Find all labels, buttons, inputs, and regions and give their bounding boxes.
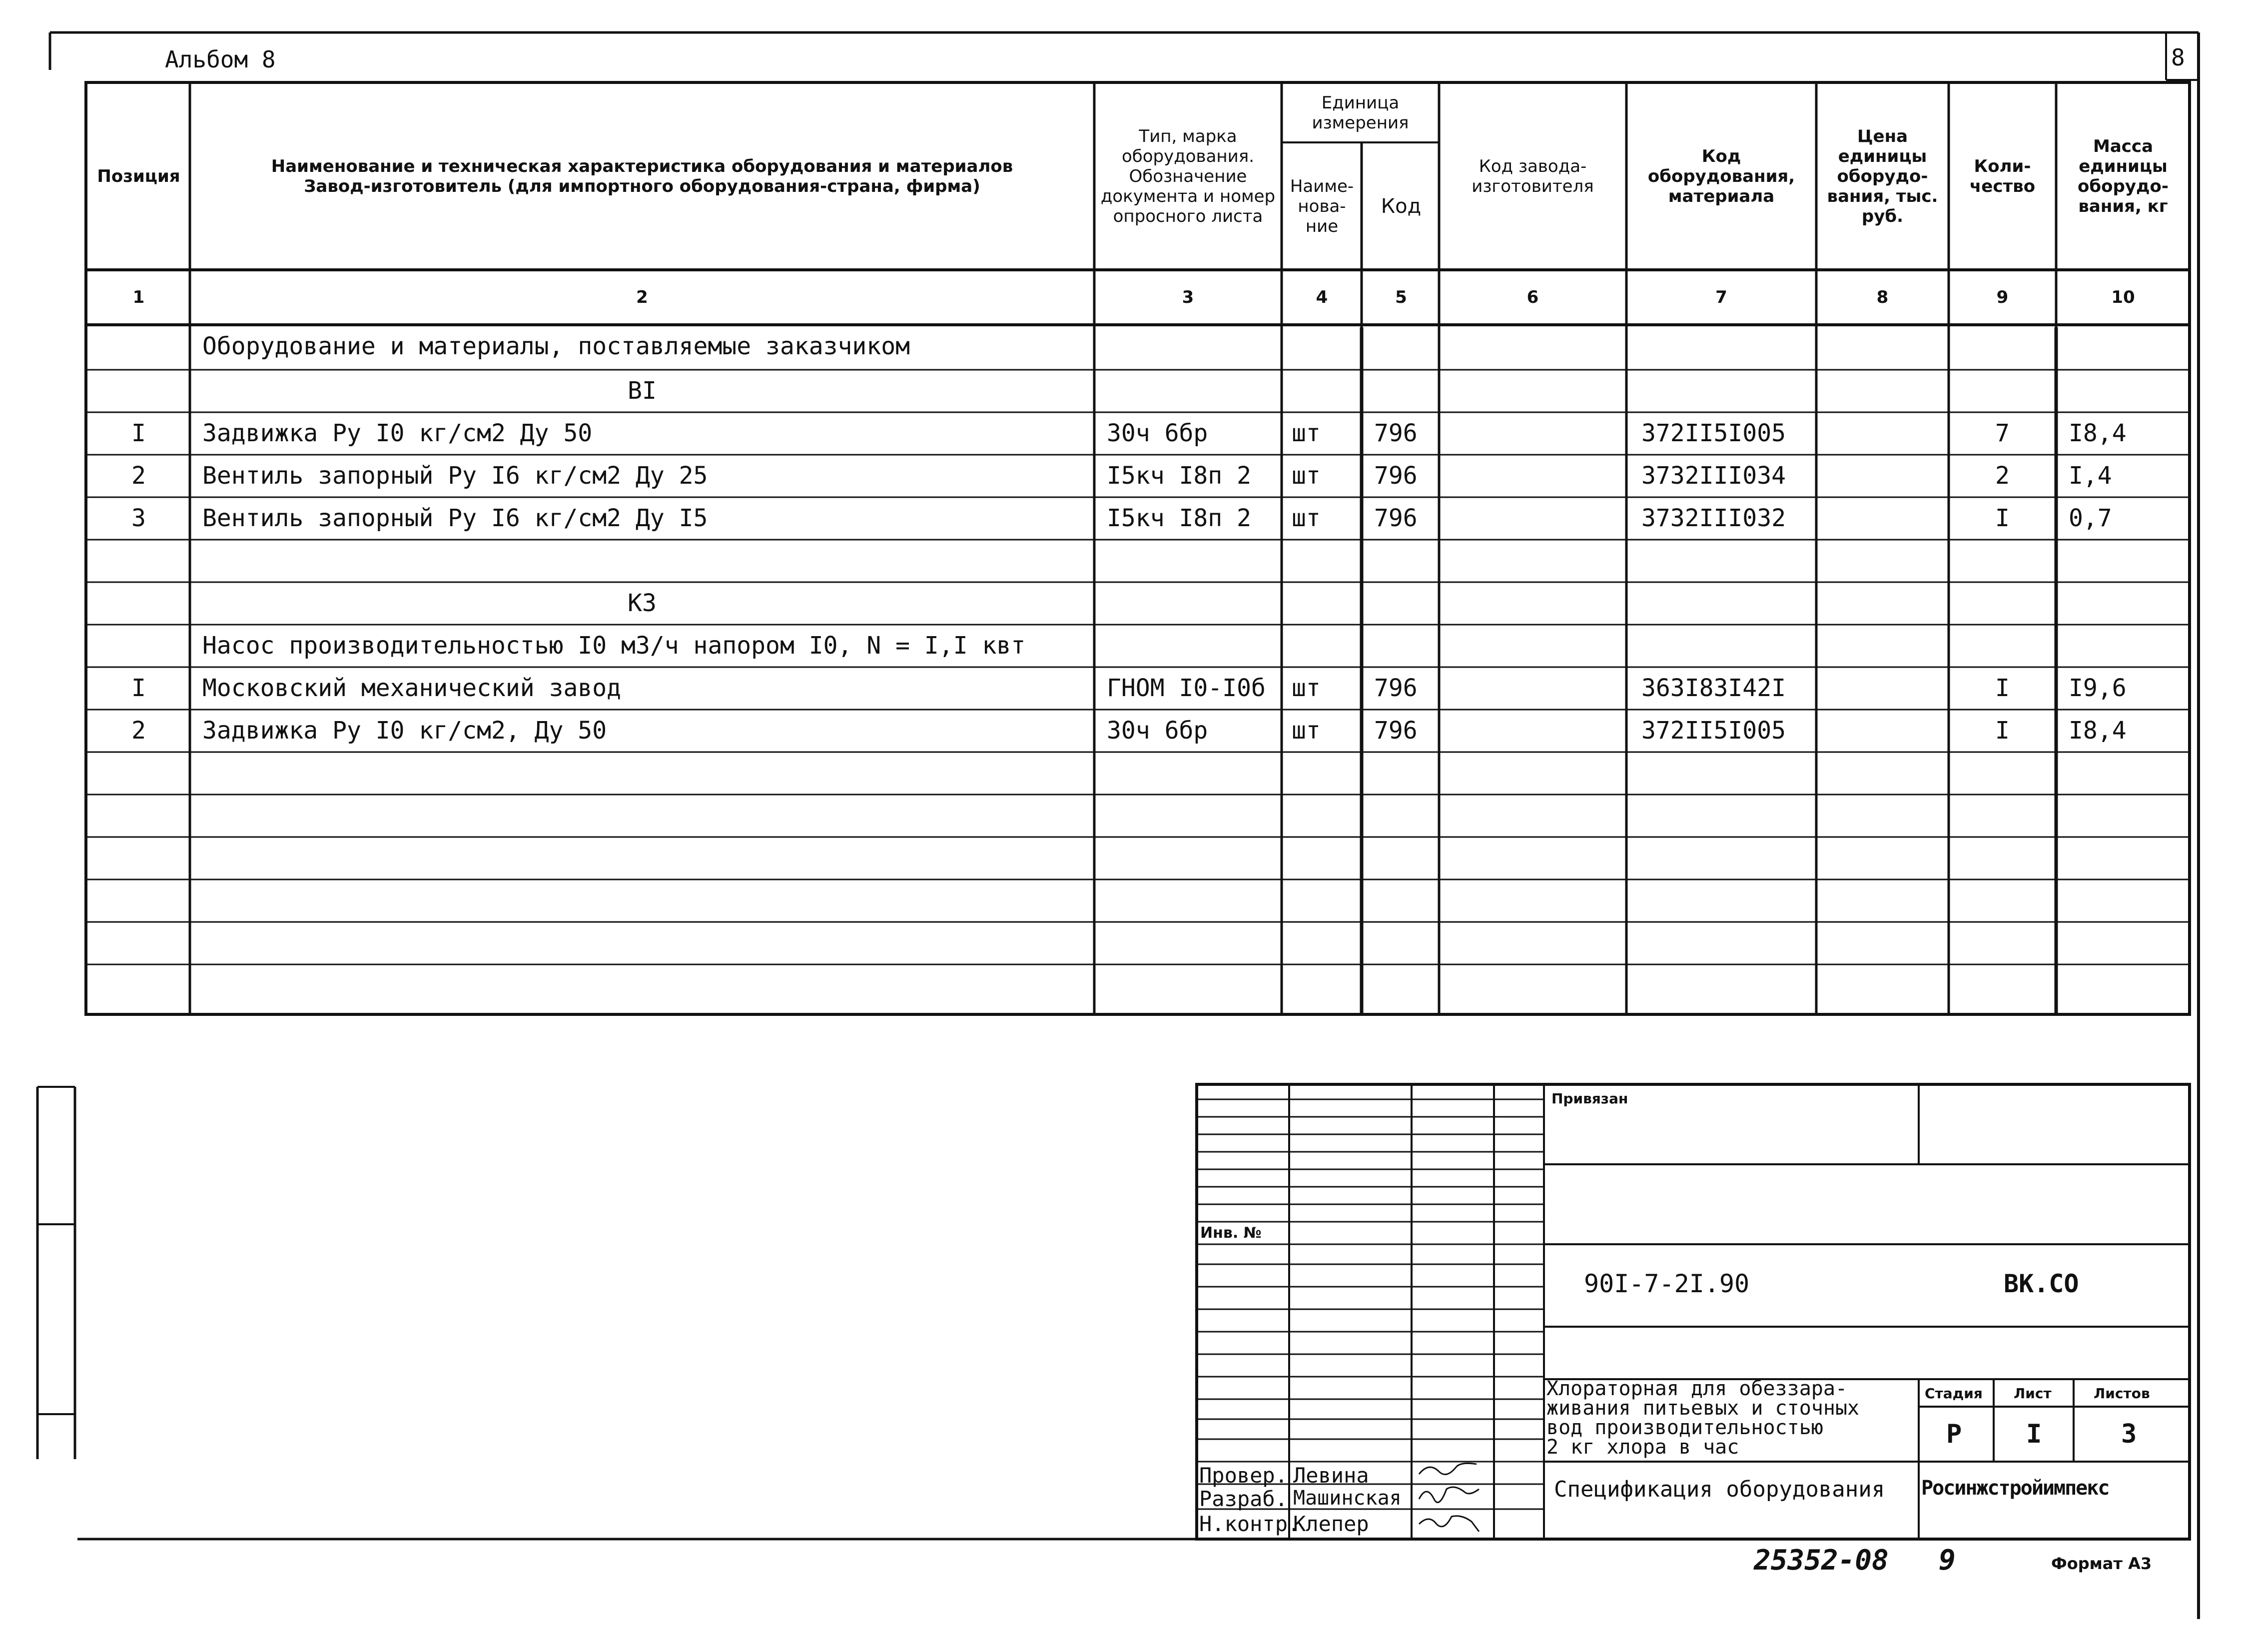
cell-qty: I [1995, 717, 2010, 745]
tb-doc-code: 90I-7-2I.90 [1584, 1269, 1750, 1298]
tb-doc-mark: BK.CO [2004, 1269, 2079, 1298]
cell-name: BI [628, 377, 657, 405]
cell-pos: I [131, 419, 146, 447]
cell-unit-code: 796 [1374, 504, 1418, 532]
tb-sign-name-2: Машинская [1293, 1487, 1402, 1510]
cell-equip-code: 3732III032 [1641, 504, 1786, 532]
colnum-4: 4 [1316, 287, 1328, 307]
tb-stage-label: Стадия [1925, 1385, 1983, 1402]
cell-type: 30ч 6бр [1107, 419, 1208, 447]
header-equipment-code: Код оборудования, материала [1647, 146, 1795, 206]
cell-qty: I [1995, 504, 2010, 532]
cell-name: Вентиль запорный Ру I6 кг/см2 Ду I5 [202, 504, 708, 532]
cell-mass: I8,4 [2069, 419, 2127, 447]
cell-qty: I [1995, 674, 2010, 702]
cell-mass: 0,7 [2069, 504, 2112, 532]
colnum-9: 9 [1996, 287, 2009, 307]
header-unit-name: Наиме-нова-ние [1290, 176, 1354, 236]
header-type: Тип, марка оборудования. Обозначение документа и номер опросного листа [1100, 126, 1276, 226]
header-unit-price: Цена единицы оборудо-вания, тыс. руб. [1827, 126, 1938, 226]
cell-mass: I,4 [2069, 462, 2112, 490]
cell-qty: 7 [1995, 419, 2010, 447]
tb-inv-no: Инв. № [1200, 1224, 1262, 1242]
cell-mass: I8,4 [2069, 717, 2127, 745]
cell-pos: 3 [131, 504, 146, 532]
cell-unit-name: шт [1292, 717, 1321, 745]
cell-name: Насос производительностью I0 м3/ч напором I0, N = I,I квт [202, 632, 1026, 660]
footer-number: 25352-08 [1754, 1544, 1889, 1577]
header-name: Наименование и техническая характеристика оборудования и материалов Завод-изготовитель (для импортного оборудования-страна, фирма) [271, 156, 1013, 196]
cell-pos: 2 [131, 462, 146, 490]
cell-type: 30ч 6бр [1107, 717, 1208, 745]
cell-name: Оборудование и материалы, поставляемые заказчиком [202, 332, 910, 360]
cell-name: Задвижка Ру I0 кг/см2, Ду 50 [202, 717, 607, 745]
colnum-8: 8 [1876, 287, 1889, 307]
header-unit-mass: Масса единицы оборудо-вания, кг [2078, 136, 2169, 216]
cell-type: I5кч I8п 2 [1107, 504, 1251, 532]
header-factory-code: Код завода-изготовителя [1472, 156, 1594, 196]
tb-stage: P [1946, 1419, 1962, 1449]
header-unit-group: Единица измерения [1312, 92, 1409, 133]
tb-privyazan: Привязан [1551, 1090, 1628, 1107]
tb-project-title: Хлораторная для обеззара- живания питьевых и сточных вод производительностью 2 кг хлора в час [1546, 1377, 1860, 1459]
cell-pos: I [131, 674, 146, 702]
colnum-10: 10 [2111, 287, 2135, 307]
album-label: Альбом 8 [165, 46, 276, 73]
cell-unit-code: 796 [1374, 674, 1418, 702]
colnum-1: 1 [132, 287, 145, 307]
cell-name: Вентиль запорный Ру I6 кг/см2 Ду 25 [202, 462, 708, 490]
cell-pos: 2 [131, 717, 146, 745]
tb-organization: Росинжстройимпекс [1921, 1477, 2109, 1500]
colnum-3: 3 [1182, 287, 1194, 307]
tb-sign-name-1: Левина [1293, 1463, 1369, 1488]
tb-sign-role-2: Разраб. [1199, 1487, 1288, 1511]
tb-sheets-label: Листов [2094, 1385, 2150, 1402]
cell-unit-code: 796 [1374, 462, 1418, 490]
cell-unit-code: 796 [1374, 717, 1418, 745]
cell-equip-code: 372II5I005 [1641, 419, 1786, 447]
footer-page: 9 [1939, 1544, 1956, 1577]
cell-mass: I9,6 [2069, 674, 2127, 702]
header-quantity: Коли-чество [1969, 156, 2036, 196]
colnum-5: 5 [1395, 287, 1407, 307]
header-position: Позиция [97, 166, 180, 186]
cell-name: K3 [628, 589, 657, 617]
cell-name: Задвижка Ру I0 кг/см2 Ду 50 [202, 419, 593, 447]
tb-sign-name-3: Клепер [1293, 1512, 1369, 1536]
tb-sheet-label: Лист [2014, 1385, 2052, 1402]
format-label: Формат А3 [2051, 1554, 2152, 1573]
cell-equip-code: 3732III034 [1641, 462, 1786, 490]
cell-type: I5кч I8п 2 [1107, 462, 1251, 490]
colnum-7: 7 [1715, 287, 1727, 307]
cell-unit-name: шт [1292, 419, 1321, 447]
cell-unit-name: шт [1292, 462, 1321, 490]
tb-doc-name: Спецификация оборудования [1554, 1477, 1885, 1502]
cell-unit-name: шт [1292, 674, 1321, 702]
colnum-6: 6 [1526, 287, 1539, 307]
tb-sign-role-1: Провер. [1199, 1463, 1288, 1488]
header-unit-code: Код [1381, 194, 1422, 218]
cell-type: ГНОМ I0-I0б [1107, 674, 1266, 702]
tb-sheets: 3 [2121, 1419, 2137, 1449]
cell-equip-code: 372II5I005 [1641, 717, 1786, 745]
cell-name: Московский механический завод [202, 674, 622, 702]
cell-equip-code: 363I83I42I [1641, 674, 1786, 702]
colnum-2: 2 [636, 287, 648, 307]
cell-qty: 2 [1995, 462, 2010, 490]
page-corner-number: 8 [2171, 44, 2185, 71]
tb-sheet: I [2026, 1419, 2042, 1449]
cell-unit-name: шт [1292, 504, 1321, 532]
cell-unit-code: 796 [1374, 419, 1418, 447]
tb-sign-role-3: Н.контр. [1199, 1512, 1301, 1536]
